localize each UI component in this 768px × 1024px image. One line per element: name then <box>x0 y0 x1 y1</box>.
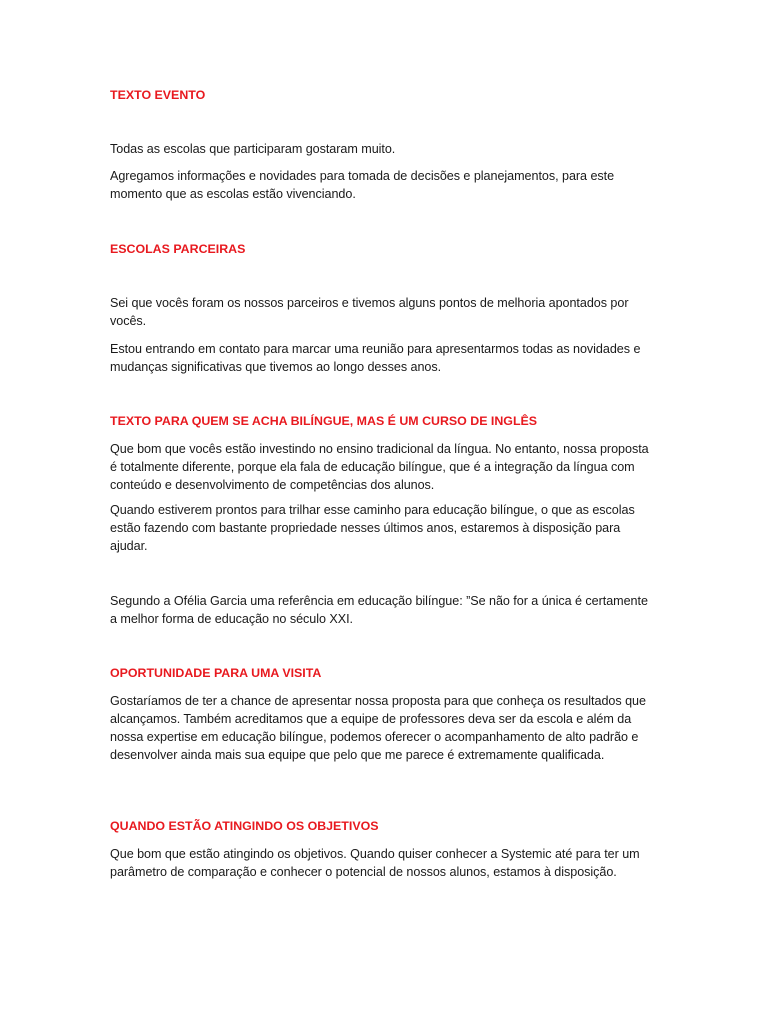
section-heading: OPORTUNIDADE PARA UMA VISITA <box>110 666 322 680</box>
paragraph: Que bom que estão atingindo os objetivos. Quando quiser conhecer a Systemic até para ter um parâmetro de comparação e conhecer o potencial de nossos alunos, estamos à disposição. <box>110 847 640 879</box>
paragraph: Segundo a Ofélia Garcia uma referência em educação bilíngue: ”Se não for a única é certamente a melhor forma de educação no século XXI. <box>110 594 648 626</box>
section-heading: QUANDO ESTÃO ATINGINDO OS OBJETIVOS <box>110 819 379 833</box>
paragraph: Gostaríamos de ter a chance de apresentar nossa proposta para que conheça os resultados que alcançamos. Também acreditamos que a equipe de professores deva ser da escola e além da nossa expertise em educação bilíngue, podemos oferecer o acompanhamento de alto padrão e desenvolver ainda mais sua equipe que pelo que me parece é extremamente qualificada. <box>110 694 646 762</box>
section-heading: ESCOLAS PARCEIRAS <box>110 242 246 256</box>
paragraph: Quando estiverem prontos para trilhar esse caminho para educação bilíngue, o que as escolas estão fazendo com bastante propriedade nesses últimos anos, estaremos à disposição para ajudar. <box>110 503 635 553</box>
paragraph: Todas as escolas que participaram gostaram muito. <box>110 142 396 156</box>
section-heading: TEXTO EVENTO <box>110 88 206 102</box>
paragraph: Sei que vocês foram os nossos parceiros e tivemos alguns pontos de melhoria apontados por vocês. <box>110 296 629 328</box>
section-heading: TEXTO PARA QUEM SE ACHA BILÍNGUE, MAS É UM CURSO DE INGLÊS <box>110 414 538 428</box>
paragraph: Que bom que vocês estão investindo no ensino tradicional da língua. No entanto, nossa proposta é totalmente diferente, porque ela fala de educação bilíngue, que é a integração da língua com conteúdo e desenvolvimento de competências dos alunos. <box>110 442 649 492</box>
paragraph: Agregamos informações e novidades para tomada de decisões e planejamentos, para este momento que as escolas estão vivenciando. <box>110 169 615 201</box>
paragraph: Estou entrando em contato para marcar uma reunião para apresentarmos todas as novidades e mudanças significativas que tivemos ao longo desses anos. <box>110 342 641 374</box>
